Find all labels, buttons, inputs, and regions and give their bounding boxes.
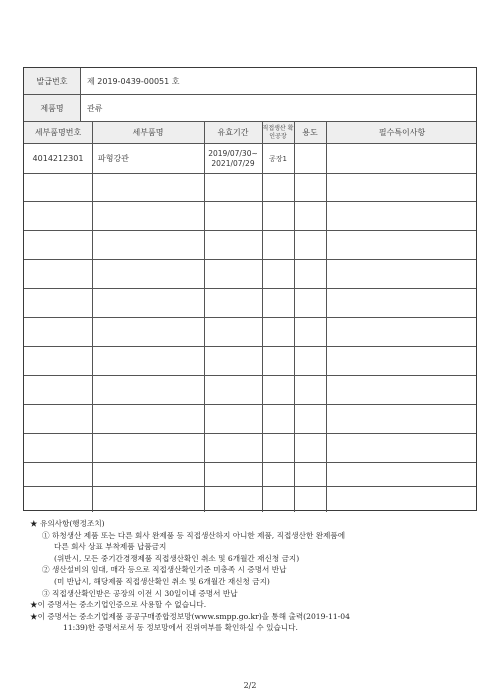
product-row [24, 95, 476, 122]
row-validity: 2019/07/30~ 2021/07/29 [208, 148, 258, 168]
note-item-3: ③ 직접생산확인받은 공장의 이전 시 30일이내 증명서 반납 [42, 588, 238, 598]
header-name: 세부품명 [132, 128, 164, 137]
column-divider [262, 122, 263, 512]
row-notes [326, 144, 478, 173]
header-validity: 유효기간 [217, 128, 249, 137]
notes-section [30, 518, 480, 634]
row-name: 파형강관 [98, 154, 129, 163]
note-star-2-cont: 11:39)한 증명서로서 동 정보망에서 진위여부를 확인하실 수 있습니다. [63, 623, 298, 633]
issue-number-value: 제 2019-0439-00051 호 [87, 76, 180, 86]
column-divider [204, 122, 205, 512]
header-usage: 용도 [302, 128, 318, 137]
header-code: 세부품명번호 [34, 128, 82, 137]
certificate-table [23, 67, 477, 511]
row-code: 4014212301 [32, 154, 84, 163]
note-item-2: ② 생산설비의 임대, 매각 등으로 직접생산확인기준 미충족 시 증명서 반납 [42, 565, 287, 575]
column-divider [326, 122, 327, 512]
header-notes: 필수특이사항 [378, 128, 426, 137]
row-usage [294, 144, 326, 173]
column-divider [92, 122, 93, 512]
product-value: 관류 [87, 103, 103, 113]
header-factory: 직접생산 확인공장 [262, 124, 294, 140]
note-item-1-penalty: (위반시, 모든 중기간경쟁제품 직접생산확인 취소 및 6개월간 재신청 금지) [54, 553, 300, 563]
note-item-2-penalty: (미 반납시, 해당제품 직접생산확인 취소 및 6개월간 재신청 금지) [54, 576, 270, 586]
note-star-1: ★이 증명서는 중소기업인증으로 사용할 수 없습니다. [30, 600, 207, 610]
note-star-2: ★이 증명서는 중소기업제품 공공구매종합정보망(www.smpp.go.kr)을 통해 출력(2019-11-04 [30, 611, 350, 621]
row-factory: 공장1 [269, 154, 287, 163]
column-divider [294, 122, 295, 512]
issue-number-label: 발급번호 [24, 68, 81, 94]
note-item-1: ① 하청생산 제품 또는 다른 회사 완제품 등 직접생산하지 아니한 제품, 직접생산한 완제품에 [42, 530, 346, 540]
notes-title: ★ 유의사항(행정조치) [30, 519, 105, 528]
product-label: 제품명 [24, 95, 81, 121]
issue-number-row [24, 68, 476, 95]
page-number: 2/2 [243, 681, 257, 690]
note-item-1-cont: 다른 회사 상표 부착제품 납품금지 [54, 542, 167, 552]
